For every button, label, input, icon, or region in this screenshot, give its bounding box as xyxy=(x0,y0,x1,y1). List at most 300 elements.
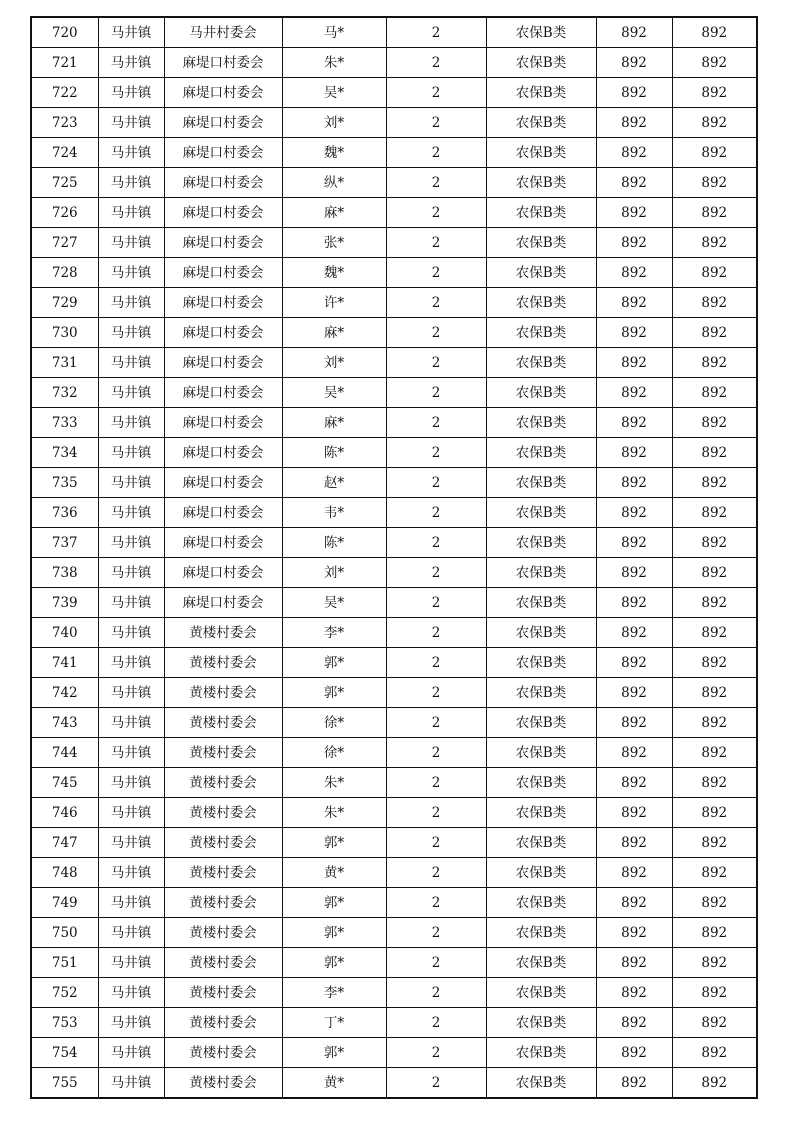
town-cell: 马井镇 xyxy=(98,1068,164,1099)
village-committee-cell: 黄楼村委会 xyxy=(164,738,282,768)
row-number-cell: 746 xyxy=(31,798,98,828)
household-size-cell: 2 xyxy=(386,258,486,288)
row-number-cell: 752 xyxy=(31,978,98,1008)
village-committee-cell: 黄楼村委会 xyxy=(164,948,282,978)
paid-amount-cell: 892 xyxy=(672,828,757,858)
table-row xyxy=(31,948,757,978)
town-cell: 马井镇 xyxy=(98,198,164,228)
standard-amount-cell: 892 xyxy=(596,318,672,348)
insurance-category-cell: 农保B类 xyxy=(486,288,596,318)
town-cell: 马井镇 xyxy=(98,468,164,498)
standard-amount-cell: 892 xyxy=(596,1038,672,1068)
town-cell: 马井镇 xyxy=(98,48,164,78)
household-size-cell: 2 xyxy=(386,858,486,888)
village-committee-cell: 麻堤口村委会 xyxy=(164,108,282,138)
town-cell: 马井镇 xyxy=(98,528,164,558)
paid-amount-cell: 892 xyxy=(672,648,757,678)
village-committee-cell: 黄楼村委会 xyxy=(164,1038,282,1068)
row-number-cell: 751 xyxy=(31,948,98,978)
standard-amount-cell: 892 xyxy=(596,948,672,978)
paid-amount-cell: 892 xyxy=(672,228,757,258)
household-size-cell: 2 xyxy=(386,918,486,948)
town-cell: 马井镇 xyxy=(98,558,164,588)
row-number-cell: 736 xyxy=(31,498,98,528)
insurance-category-cell: 农保B类 xyxy=(486,198,596,228)
row-number-cell: 725 xyxy=(31,168,98,198)
paid-amount-cell: 892 xyxy=(672,468,757,498)
person-name-cell: 郭* xyxy=(282,948,386,978)
insurance-category-cell: 农保B类 xyxy=(486,468,596,498)
household-size-cell: 2 xyxy=(386,348,486,378)
row-number-cell: 733 xyxy=(31,408,98,438)
row-number-cell: 749 xyxy=(31,888,98,918)
town-cell: 马井镇 xyxy=(98,228,164,258)
household-size-cell: 2 xyxy=(386,678,486,708)
standard-amount-cell: 892 xyxy=(596,378,672,408)
town-cell: 马井镇 xyxy=(98,768,164,798)
paid-amount-cell: 892 xyxy=(672,48,757,78)
household-size-cell: 2 xyxy=(386,798,486,828)
person-name-cell: 丁* xyxy=(282,1008,386,1038)
household-size-cell: 2 xyxy=(386,978,486,1008)
household-size-cell: 2 xyxy=(386,318,486,348)
household-size-cell: 2 xyxy=(386,138,486,168)
village-committee-cell: 麻堤口村委会 xyxy=(164,558,282,588)
table-row xyxy=(31,498,757,528)
town-cell: 马井镇 xyxy=(98,1008,164,1038)
town-cell: 马井镇 xyxy=(98,738,164,768)
person-name-cell: 李* xyxy=(282,618,386,648)
insurance-category-cell: 农保B类 xyxy=(486,678,596,708)
table-row xyxy=(31,288,757,318)
row-number-cell: 723 xyxy=(31,108,98,138)
town-cell: 马井镇 xyxy=(98,1038,164,1068)
insurance-category-cell: 农保B类 xyxy=(486,228,596,258)
standard-amount-cell: 892 xyxy=(596,228,672,258)
table-row xyxy=(31,1038,757,1068)
insurance-category-cell: 农保B类 xyxy=(486,768,596,798)
household-size-cell: 2 xyxy=(386,528,486,558)
standard-amount-cell: 892 xyxy=(596,1008,672,1038)
paid-amount-cell: 892 xyxy=(672,348,757,378)
insurance-category-cell: 农保B类 xyxy=(486,1068,596,1099)
paid-amount-cell: 892 xyxy=(672,708,757,738)
town-cell: 马井镇 xyxy=(98,258,164,288)
standard-amount-cell: 892 xyxy=(596,408,672,438)
paid-amount-cell: 892 xyxy=(672,1008,757,1038)
household-size-cell: 2 xyxy=(386,378,486,408)
standard-amount-cell: 892 xyxy=(596,708,672,738)
town-cell: 马井镇 xyxy=(98,348,164,378)
row-number-cell: 747 xyxy=(31,828,98,858)
table-row xyxy=(31,17,757,48)
table-row xyxy=(31,318,757,348)
insurance-category-cell: 农保B类 xyxy=(486,17,596,48)
insurance-category-cell: 农保B类 xyxy=(486,378,596,408)
village-committee-cell: 黄楼村委会 xyxy=(164,648,282,678)
insurance-category-cell: 农保B类 xyxy=(486,738,596,768)
standard-amount-cell: 892 xyxy=(596,858,672,888)
person-name-cell: 赵* xyxy=(282,468,386,498)
insurance-category-cell: 农保B类 xyxy=(486,318,596,348)
person-name-cell: 黄* xyxy=(282,1068,386,1099)
table-row xyxy=(31,708,757,738)
village-committee-cell: 麻堤口村委会 xyxy=(164,408,282,438)
paid-amount-cell: 892 xyxy=(672,408,757,438)
village-committee-cell: 麻堤口村委会 xyxy=(164,318,282,348)
household-size-cell: 2 xyxy=(386,948,486,978)
standard-amount-cell: 892 xyxy=(596,978,672,1008)
person-name-cell: 吴* xyxy=(282,378,386,408)
paid-amount-cell: 892 xyxy=(672,378,757,408)
paid-amount-cell: 892 xyxy=(672,798,757,828)
table-row xyxy=(31,48,757,78)
household-size-cell: 2 xyxy=(386,648,486,678)
standard-amount-cell: 892 xyxy=(596,618,672,648)
person-name-cell: 吴* xyxy=(282,78,386,108)
person-name-cell: 纵* xyxy=(282,168,386,198)
person-name-cell: 朱* xyxy=(282,48,386,78)
village-committee-cell: 黄楼村委会 xyxy=(164,918,282,948)
table-row xyxy=(31,108,757,138)
row-number-cell: 744 xyxy=(31,738,98,768)
paid-amount-cell: 892 xyxy=(672,978,757,1008)
village-committee-cell: 麻堤口村委会 xyxy=(164,588,282,618)
insurance-category-cell: 农保B类 xyxy=(486,858,596,888)
table-row xyxy=(31,528,757,558)
household-size-cell: 2 xyxy=(386,708,486,738)
household-size-cell: 2 xyxy=(386,618,486,648)
person-name-cell: 陈* xyxy=(282,528,386,558)
village-committee-cell: 黄楼村委会 xyxy=(164,678,282,708)
household-size-cell: 2 xyxy=(386,828,486,858)
household-size-cell: 2 xyxy=(386,408,486,438)
table-row xyxy=(31,738,757,768)
paid-amount-cell: 892 xyxy=(672,858,757,888)
household-size-cell: 2 xyxy=(386,558,486,588)
town-cell: 马井镇 xyxy=(98,618,164,648)
row-number-cell: 729 xyxy=(31,288,98,318)
person-name-cell: 刘* xyxy=(282,108,386,138)
paid-amount-cell: 892 xyxy=(672,318,757,348)
insurance-category-cell: 农保B类 xyxy=(486,438,596,468)
town-cell: 马井镇 xyxy=(98,288,164,318)
town-cell: 马井镇 xyxy=(98,708,164,738)
standard-amount-cell: 892 xyxy=(596,108,672,138)
table-row xyxy=(31,1068,757,1099)
insurance-category-cell: 农保B类 xyxy=(486,498,596,528)
insurance-category-cell: 农保B类 xyxy=(486,978,596,1008)
household-size-cell: 2 xyxy=(386,1038,486,1068)
row-number-cell: 724 xyxy=(31,138,98,168)
person-name-cell: 郭* xyxy=(282,678,386,708)
household-size-cell: 2 xyxy=(386,738,486,768)
table-row xyxy=(31,678,757,708)
insurance-category-cell: 农保B类 xyxy=(486,168,596,198)
standard-amount-cell: 892 xyxy=(596,528,672,558)
household-size-cell: 2 xyxy=(386,498,486,528)
table-row xyxy=(31,78,757,108)
table-row xyxy=(31,1008,757,1038)
row-number-cell: 755 xyxy=(31,1068,98,1099)
paid-amount-cell: 892 xyxy=(672,288,757,318)
household-size-cell: 2 xyxy=(386,1008,486,1038)
insurance-category-cell: 农保B类 xyxy=(486,798,596,828)
row-number-cell: 722 xyxy=(31,78,98,108)
village-committee-cell: 麻堤口村委会 xyxy=(164,468,282,498)
person-name-cell: 陈* xyxy=(282,438,386,468)
village-committee-cell: 麻堤口村委会 xyxy=(164,348,282,378)
table-row xyxy=(31,648,757,678)
paid-amount-cell: 892 xyxy=(672,198,757,228)
table-row xyxy=(31,468,757,498)
town-cell: 马井镇 xyxy=(98,798,164,828)
household-size-cell: 2 xyxy=(386,108,486,138)
table-row xyxy=(31,618,757,648)
paid-amount-cell: 892 xyxy=(672,558,757,588)
row-number-cell: 741 xyxy=(31,648,98,678)
village-committee-cell: 黄楼村委会 xyxy=(164,798,282,828)
table-row xyxy=(31,438,757,468)
standard-amount-cell: 892 xyxy=(596,258,672,288)
row-number-cell: 734 xyxy=(31,438,98,468)
insurance-category-cell: 农保B类 xyxy=(486,48,596,78)
household-size-cell: 2 xyxy=(386,48,486,78)
table-row xyxy=(31,588,757,618)
village-committee-cell: 马井村委会 xyxy=(164,17,282,48)
paid-amount-cell: 892 xyxy=(672,168,757,198)
insurance-category-cell: 农保B类 xyxy=(486,648,596,678)
standard-amount-cell: 892 xyxy=(596,468,672,498)
table-row xyxy=(31,378,757,408)
household-size-cell: 2 xyxy=(386,438,486,468)
paid-amount-cell: 892 xyxy=(672,678,757,708)
village-committee-cell: 黄楼村委会 xyxy=(164,618,282,648)
paid-amount-cell: 892 xyxy=(672,588,757,618)
village-committee-cell: 麻堤口村委会 xyxy=(164,138,282,168)
paid-amount-cell: 892 xyxy=(672,1038,757,1068)
paid-amount-cell: 892 xyxy=(672,738,757,768)
row-number-cell: 728 xyxy=(31,258,98,288)
person-name-cell: 麻* xyxy=(282,318,386,348)
paid-amount-cell: 892 xyxy=(672,918,757,948)
standard-amount-cell: 892 xyxy=(596,48,672,78)
town-cell: 马井镇 xyxy=(98,438,164,468)
paid-amount-cell: 892 xyxy=(672,108,757,138)
person-name-cell: 郭* xyxy=(282,648,386,678)
row-number-cell: 727 xyxy=(31,228,98,258)
insurance-category-cell: 农保B类 xyxy=(486,918,596,948)
town-cell: 马井镇 xyxy=(98,498,164,528)
row-number-cell: 732 xyxy=(31,378,98,408)
table-row xyxy=(31,858,757,888)
town-cell: 马井镇 xyxy=(98,918,164,948)
row-number-cell: 730 xyxy=(31,318,98,348)
paid-amount-cell: 892 xyxy=(672,948,757,978)
standard-amount-cell: 892 xyxy=(596,168,672,198)
village-committee-cell: 黄楼村委会 xyxy=(164,828,282,858)
paid-amount-cell: 892 xyxy=(672,618,757,648)
table-row xyxy=(31,138,757,168)
standard-amount-cell: 892 xyxy=(596,738,672,768)
town-cell: 马井镇 xyxy=(98,648,164,678)
person-name-cell: 马* xyxy=(282,17,386,48)
standard-amount-cell: 892 xyxy=(596,768,672,798)
household-size-cell: 2 xyxy=(386,468,486,498)
table-row xyxy=(31,978,757,1008)
household-size-cell: 2 xyxy=(386,768,486,798)
village-committee-cell: 麻堤口村委会 xyxy=(164,168,282,198)
row-number-cell: 754 xyxy=(31,1038,98,1068)
row-number-cell: 726 xyxy=(31,198,98,228)
table-row xyxy=(31,558,757,588)
row-number-cell: 750 xyxy=(31,918,98,948)
town-cell: 马井镇 xyxy=(98,948,164,978)
standard-amount-cell: 892 xyxy=(596,17,672,48)
standard-amount-cell: 892 xyxy=(596,648,672,678)
row-number-cell: 739 xyxy=(31,588,98,618)
household-size-cell: 2 xyxy=(386,168,486,198)
village-committee-cell: 麻堤口村委会 xyxy=(164,528,282,558)
town-cell: 马井镇 xyxy=(98,168,164,198)
standard-amount-cell: 892 xyxy=(596,138,672,168)
row-number-cell: 740 xyxy=(31,618,98,648)
insurance-category-cell: 农保B类 xyxy=(486,138,596,168)
household-size-cell: 2 xyxy=(386,17,486,48)
standard-amount-cell: 892 xyxy=(596,288,672,318)
village-committee-cell: 麻堤口村委会 xyxy=(164,48,282,78)
person-name-cell: 麻* xyxy=(282,198,386,228)
paid-amount-cell: 892 xyxy=(672,498,757,528)
village-committee-cell: 黄楼村委会 xyxy=(164,888,282,918)
village-committee-cell: 麻堤口村委会 xyxy=(164,288,282,318)
standard-amount-cell: 892 xyxy=(596,828,672,858)
village-committee-cell: 麻堤口村委会 xyxy=(164,498,282,528)
village-committee-cell: 麻堤口村委会 xyxy=(164,378,282,408)
insurance-category-cell: 农保B类 xyxy=(486,108,596,138)
household-size-cell: 2 xyxy=(386,288,486,318)
standard-amount-cell: 892 xyxy=(596,888,672,918)
table-row xyxy=(31,828,757,858)
insurance-category-cell: 农保B类 xyxy=(486,828,596,858)
village-committee-cell: 麻堤口村委会 xyxy=(164,228,282,258)
town-cell: 马井镇 xyxy=(98,17,164,48)
insurance-category-cell: 农保B类 xyxy=(486,558,596,588)
table-row xyxy=(31,768,757,798)
paid-amount-cell: 892 xyxy=(672,528,757,558)
row-number-cell: 735 xyxy=(31,468,98,498)
standard-amount-cell: 892 xyxy=(596,438,672,468)
person-name-cell: 魏* xyxy=(282,258,386,288)
insurance-category-cell: 农保B类 xyxy=(486,408,596,438)
person-name-cell: 刘* xyxy=(282,348,386,378)
town-cell: 马井镇 xyxy=(98,828,164,858)
town-cell: 马井镇 xyxy=(98,888,164,918)
table-row xyxy=(31,888,757,918)
insurance-category-cell: 农保B类 xyxy=(486,588,596,618)
table-row xyxy=(31,168,757,198)
paid-amount-cell: 892 xyxy=(672,1068,757,1099)
table-body xyxy=(31,17,757,1098)
town-cell: 马井镇 xyxy=(98,978,164,1008)
table-row xyxy=(31,258,757,288)
person-name-cell: 魏* xyxy=(282,138,386,168)
standard-amount-cell: 892 xyxy=(596,498,672,528)
village-committee-cell: 麻堤口村委会 xyxy=(164,78,282,108)
household-size-cell: 2 xyxy=(386,888,486,918)
person-name-cell: 徐* xyxy=(282,708,386,738)
town-cell: 马井镇 xyxy=(98,138,164,168)
paid-amount-cell: 892 xyxy=(672,17,757,48)
insurance-category-cell: 农保B类 xyxy=(486,348,596,378)
person-name-cell: 朱* xyxy=(282,798,386,828)
household-size-cell: 2 xyxy=(386,588,486,618)
standard-amount-cell: 892 xyxy=(596,798,672,828)
village-committee-cell: 黄楼村委会 xyxy=(164,858,282,888)
person-name-cell: 李* xyxy=(282,978,386,1008)
insurance-category-cell: 农保B类 xyxy=(486,708,596,738)
paid-amount-cell: 892 xyxy=(672,888,757,918)
insurance-category-cell: 农保B类 xyxy=(486,528,596,558)
row-number-cell: 753 xyxy=(31,1008,98,1038)
village-committee-cell: 黄楼村委会 xyxy=(164,1008,282,1038)
row-number-cell: 745 xyxy=(31,768,98,798)
person-name-cell: 麻* xyxy=(282,408,386,438)
insurance-category-cell: 农保B类 xyxy=(486,1008,596,1038)
town-cell: 马井镇 xyxy=(98,108,164,138)
town-cell: 马井镇 xyxy=(98,858,164,888)
row-number-cell: 748 xyxy=(31,858,98,888)
person-name-cell: 郭* xyxy=(282,1038,386,1068)
table-row xyxy=(31,228,757,258)
paid-amount-cell: 892 xyxy=(672,768,757,798)
person-name-cell: 吴* xyxy=(282,588,386,618)
town-cell: 马井镇 xyxy=(98,678,164,708)
standard-amount-cell: 892 xyxy=(596,1068,672,1099)
household-size-cell: 2 xyxy=(386,1068,486,1099)
paid-amount-cell: 892 xyxy=(672,258,757,288)
village-committee-cell: 黄楼村委会 xyxy=(164,978,282,1008)
standard-amount-cell: 892 xyxy=(596,198,672,228)
row-number-cell: 720 xyxy=(31,17,98,48)
village-committee-cell: 黄楼村委会 xyxy=(164,708,282,738)
standard-amount-cell: 892 xyxy=(596,558,672,588)
person-name-cell: 郭* xyxy=(282,918,386,948)
paid-amount-cell: 892 xyxy=(672,438,757,468)
town-cell: 马井镇 xyxy=(98,78,164,108)
standard-amount-cell: 892 xyxy=(596,348,672,378)
village-committee-cell: 麻堤口村委会 xyxy=(164,198,282,228)
town-cell: 马井镇 xyxy=(98,408,164,438)
table-row xyxy=(31,408,757,438)
subsidy-roster-table xyxy=(30,16,758,1099)
town-cell: 马井镇 xyxy=(98,378,164,408)
insurance-category-cell: 农保B类 xyxy=(486,78,596,108)
insurance-category-cell: 农保B类 xyxy=(486,258,596,288)
village-committee-cell: 黄楼村委会 xyxy=(164,1068,282,1099)
person-name-cell: 韦* xyxy=(282,498,386,528)
household-size-cell: 2 xyxy=(386,228,486,258)
row-number-cell: 742 xyxy=(31,678,98,708)
row-number-cell: 738 xyxy=(31,558,98,588)
town-cell: 马井镇 xyxy=(98,318,164,348)
insurance-category-cell: 农保B类 xyxy=(486,618,596,648)
standard-amount-cell: 892 xyxy=(596,918,672,948)
village-committee-cell: 麻堤口村委会 xyxy=(164,438,282,468)
table-row xyxy=(31,198,757,228)
person-name-cell: 黄* xyxy=(282,858,386,888)
row-number-cell: 721 xyxy=(31,48,98,78)
